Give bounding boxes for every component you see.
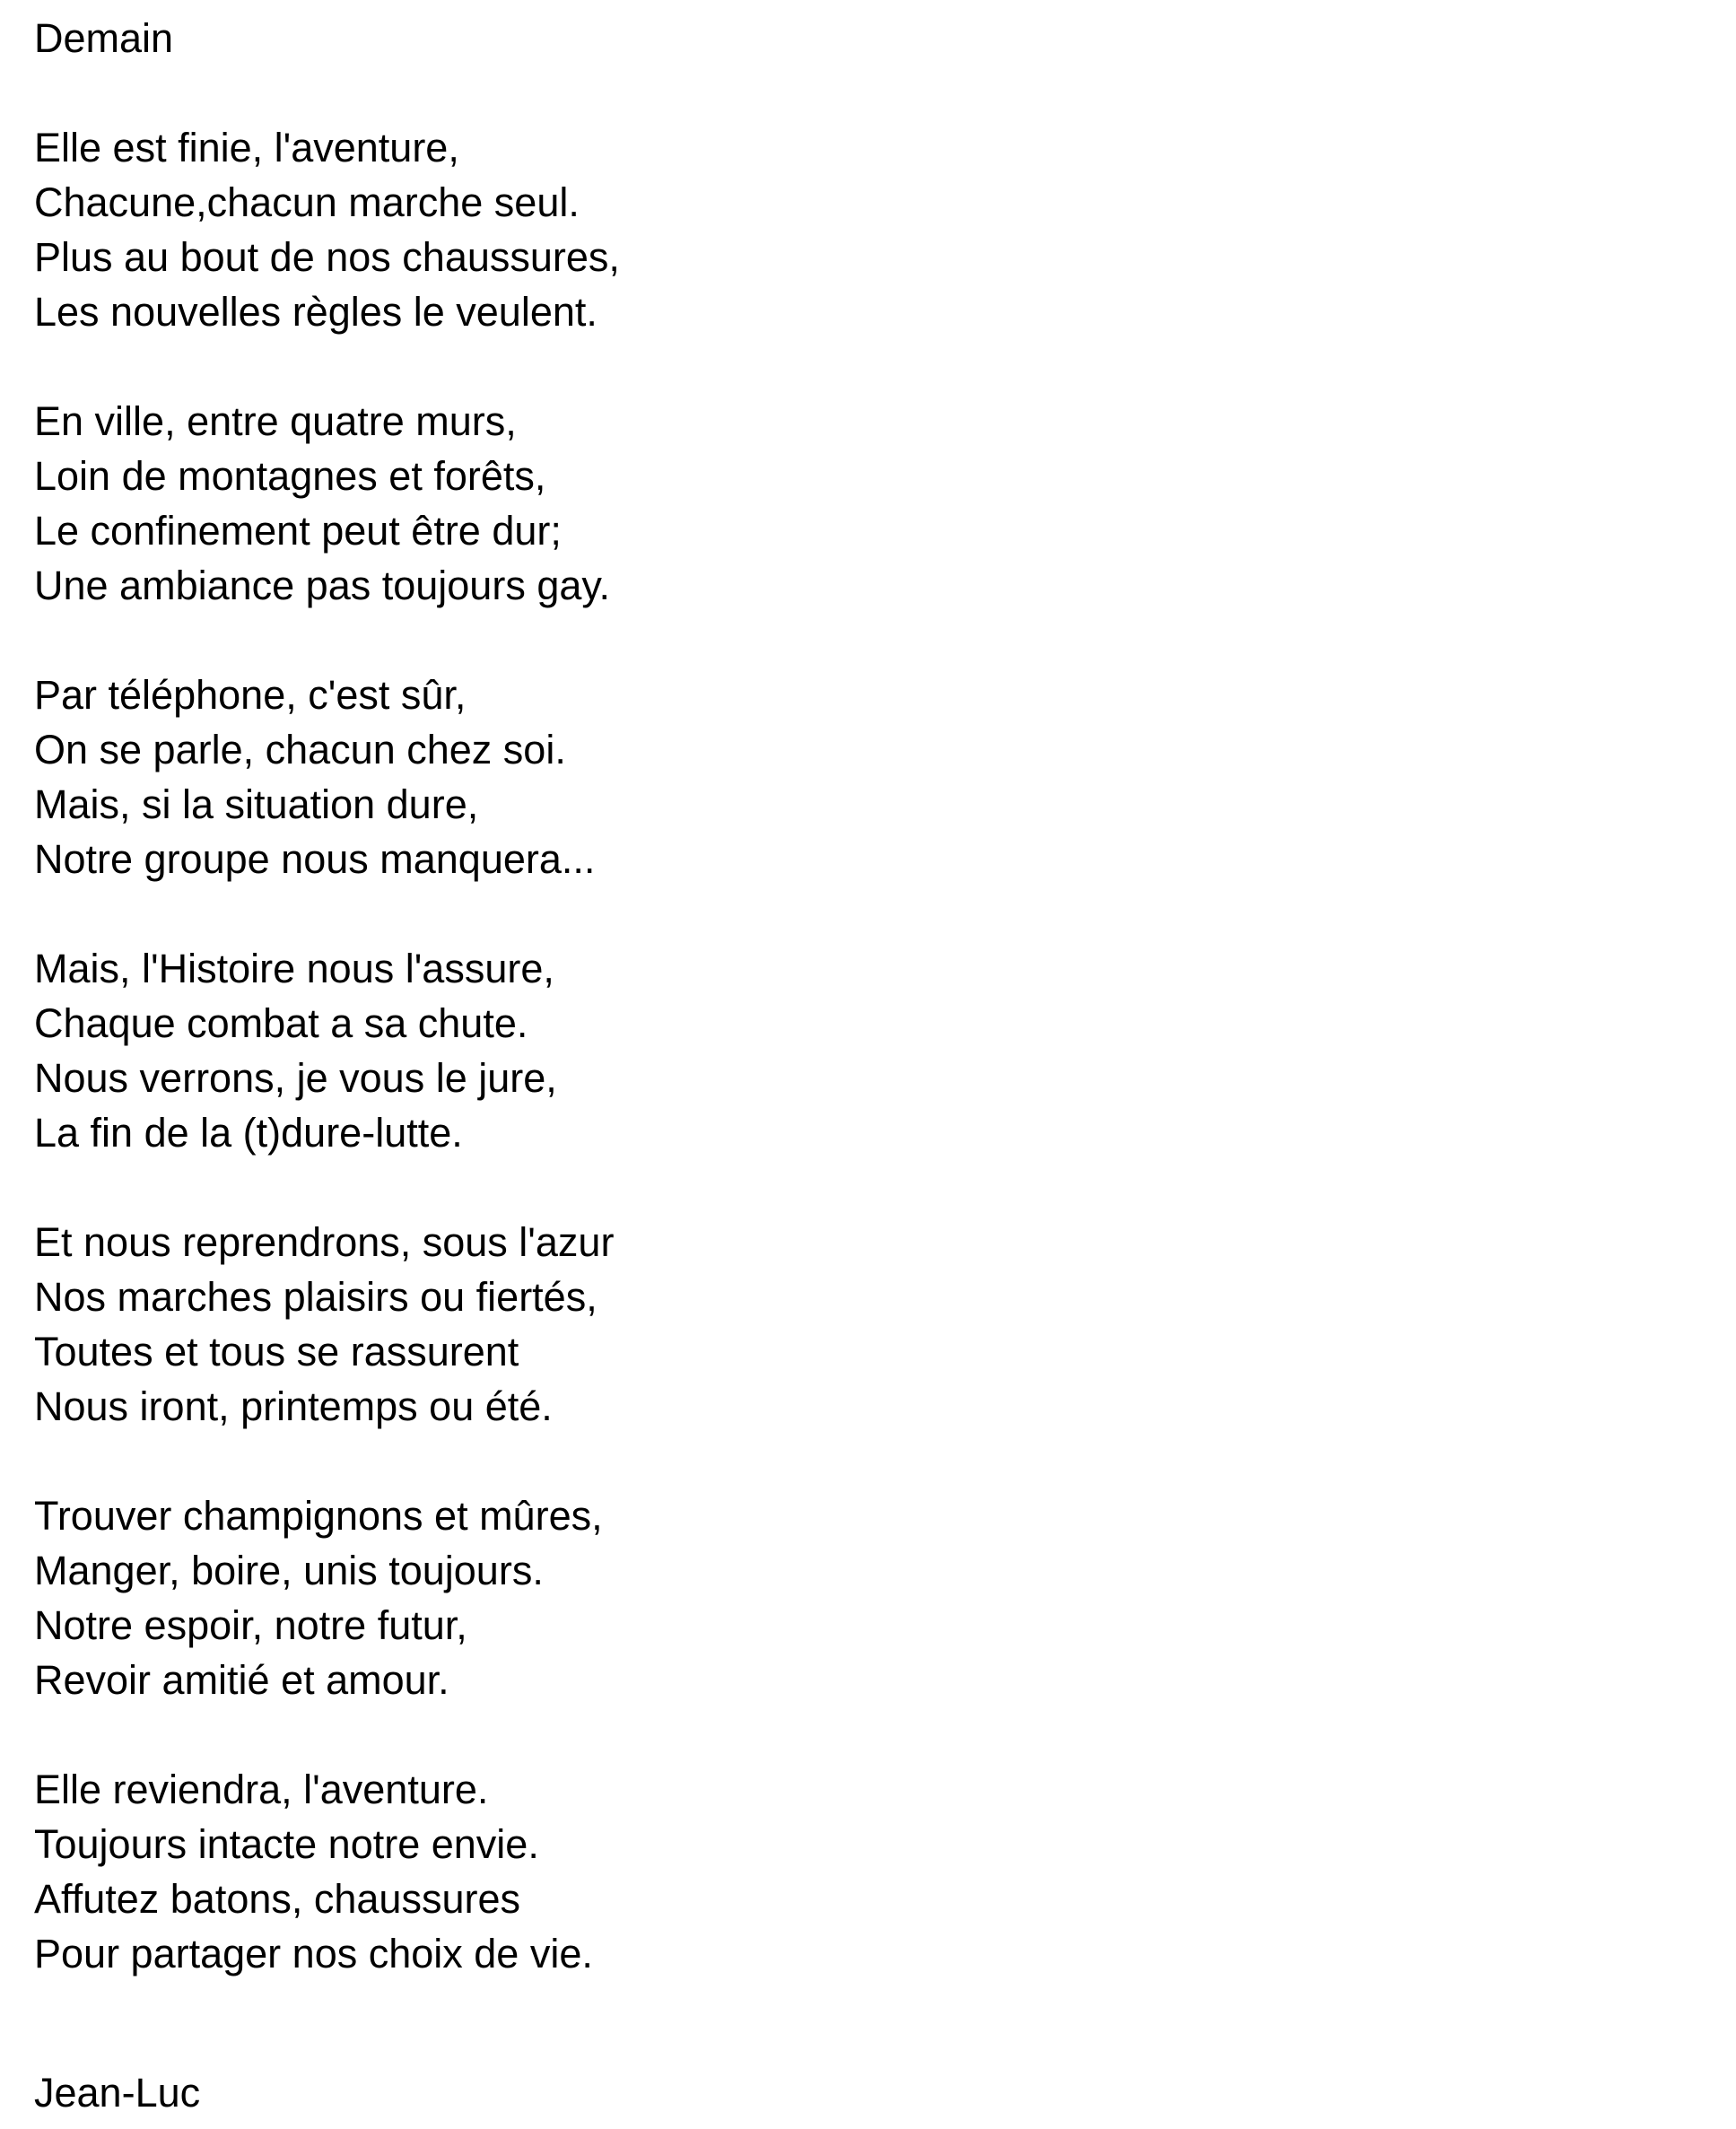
poem-line: Nos marches plaisirs ou fiertés, <box>34 1274 598 1320</box>
poem-line: Chacune,chacun marche seul. <box>34 179 580 225</box>
poem-line: Revoir amitié et amour. <box>34 1657 449 1703</box>
stanza-2 <box>34 394 1694 613</box>
poem-line: Plus au bout de nos chaussures, <box>34 234 620 280</box>
poem-document <box>34 11 1694 1981</box>
poem-line: En ville, entre quatre murs, <box>34 398 517 444</box>
poem-line: Trouver champignons et mûres, <box>34 1493 603 1539</box>
poem-line: On se parle, chacun chez soi. <box>34 727 566 772</box>
stanza-4 <box>34 941 1694 1160</box>
poem-line: Manger, boire, unis toujours. <box>34 1548 544 1593</box>
poem-line: Et nous reprendrons, sous l'azur <box>34 1219 615 1265</box>
poem-line: La fin de la (t)dure-lutte. <box>34 1110 463 1156</box>
poem-line: Nous iront, printemps ou été. <box>34 1383 553 1429</box>
poem-line: Mais, l'Histoire nous l'assure, <box>34 946 554 991</box>
poem-line: Elle est finie, l'aventure, <box>34 125 459 170</box>
poem-line: Affutez batons, chaussures <box>34 1876 520 1922</box>
poem-line: Chaque combat a sa chute. <box>34 1000 528 1046</box>
poem-title: Demain <box>34 15 174 61</box>
poem-line: Notre espoir, notre futur, <box>34 1602 467 1648</box>
poem-line: Loin de montagnes et forêts, <box>34 453 546 499</box>
stanza-7 <box>34 1762 1694 1981</box>
poem-line: Toutes et tous se rassurent <box>34 1329 519 1374</box>
stanza-6 <box>34 1488 1694 1707</box>
poem-line: Pour partager nos choix de vie. <box>34 1931 593 1976</box>
poem-line: Toujours intacte notre envie. <box>34 1821 539 1867</box>
poem-line: Mais, si la situation dure, <box>34 781 479 827</box>
poem-line: Elle reviendra, l'aventure. <box>34 1767 489 1812</box>
author-signature: Jean-Luc <box>34 2070 201 2116</box>
poem-line: Nous verrons, je vous le jure, <box>34 1055 557 1101</box>
poem-line: Par téléphone, c'est sûr, <box>34 672 467 718</box>
stanza-3 <box>34 667 1694 886</box>
poem-line: Le confinement peut être dur; <box>34 508 562 554</box>
poem-line: Notre groupe nous manquera... <box>34 836 596 882</box>
poem-line: Les nouvelles règles le veulent. <box>34 289 598 335</box>
stanza-1 <box>34 120 1694 339</box>
stanza-5 <box>34 1215 1694 1434</box>
poem-line: Une ambiance pas toujours gay. <box>34 563 611 608</box>
